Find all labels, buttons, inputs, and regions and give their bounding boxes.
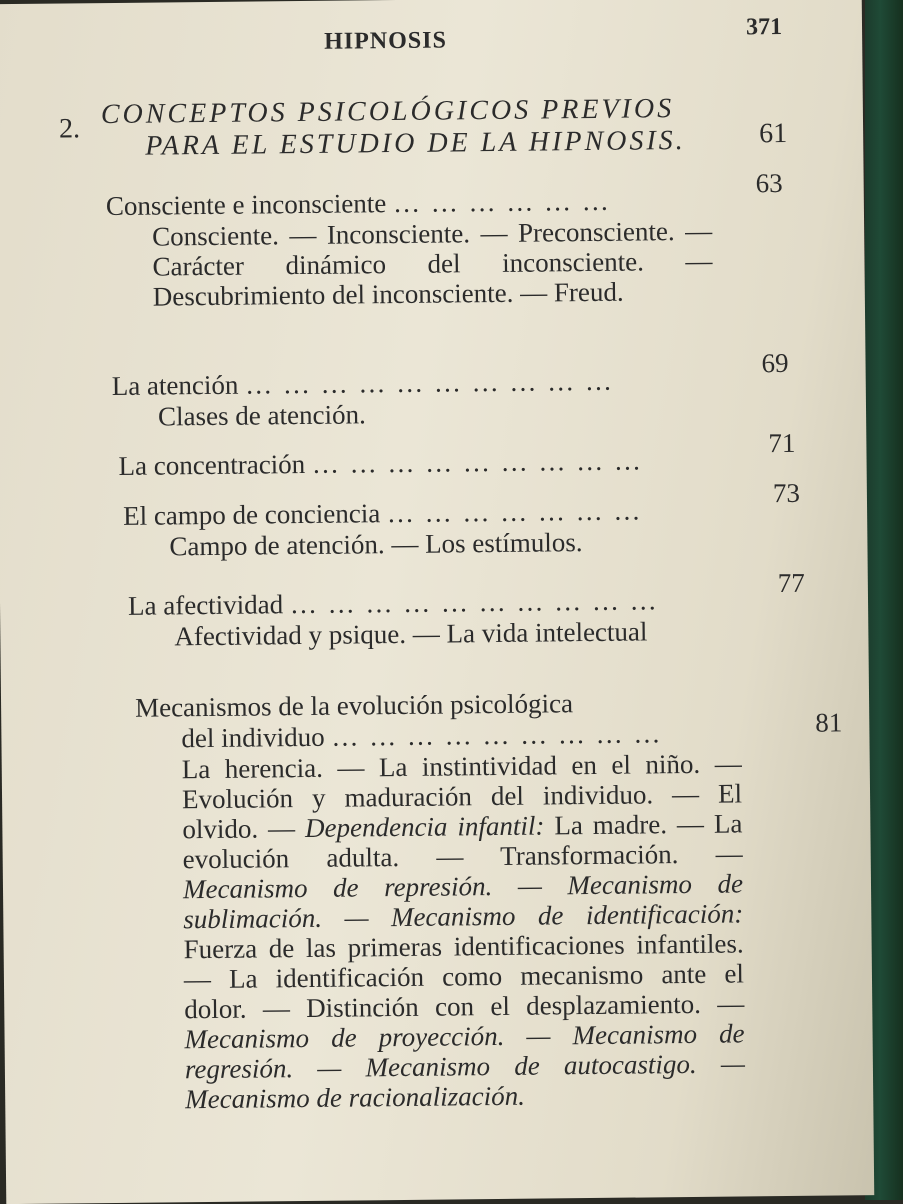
subtopic-italic: Mecanismo de proyección. — Mecanismo de regresión. — Mecanismo de autocastigo. — Mecanismo de racionalización. bbox=[184, 1018, 746, 1115]
chapter-page: 61 bbox=[758, 117, 788, 150]
toc-entry bbox=[122, 477, 864, 562]
entry-title: La concentración bbox=[118, 448, 306, 481]
chapter-heading bbox=[58, 92, 788, 162]
subtopic-text: La herencia. — La instintividad en el niño. — Evolución y maduración del individuo. — El olvido. — bbox=[181, 748, 743, 845]
entry-page: 77 bbox=[777, 567, 805, 599]
toc-entry bbox=[135, 685, 879, 1115]
subtopic-italic: Dependencia infantil: bbox=[304, 810, 545, 844]
subtopic-text: La madre. — La evolución adulta. — Transformación. — bbox=[182, 808, 743, 875]
leader-dots: … … … … … … … … … bbox=[331, 718, 663, 752]
leader-dots: … … … … … … … … … … bbox=[289, 585, 659, 620]
subtopic-text: Fuerza de las primeras identificaciones infantiles. — La identificación como mecanismo ante el dolor. — Distinción con el desplazamiento. — bbox=[183, 928, 745, 1025]
subtopic-italic: Mecanismo de represión. — Mecanismo de sublimación. — Mecanismo de identificación: bbox=[182, 868, 744, 935]
page-number: 371 bbox=[745, 13, 783, 41]
chapter-title-line-1: CONCEPTOS PSICOLÓGICOS PREVIOS bbox=[100, 93, 675, 131]
entry-title: Consciente e inconsciente bbox=[105, 188, 387, 222]
entry-page: 63 bbox=[755, 167, 783, 199]
leader-dots: … … … … … … … … … bbox=[311, 445, 644, 479]
entry-title: Mecanismos de la evolución psicológica bbox=[134, 688, 574, 723]
leader-dots: … … … … … … … bbox=[386, 495, 643, 529]
entry-page: 71 bbox=[768, 427, 796, 459]
entry-page: 73 bbox=[772, 477, 801, 509]
entry-title-continued: del individuo bbox=[181, 721, 325, 754]
entry-subtopics bbox=[182, 748, 746, 1114]
entry-subtopics: Clases de atención. bbox=[157, 399, 366, 432]
entry-subtopics: Afectividad y psique. — La vida intelectual bbox=[174, 616, 648, 652]
entry-page: 81 bbox=[815, 707, 843, 738]
chapter-number: 2. bbox=[58, 113, 81, 145]
entry-title: El campo de conciencia bbox=[122, 498, 381, 531]
toc-entry bbox=[111, 347, 853, 432]
leader-dots: … … … … … … … … … … bbox=[245, 365, 615, 400]
running-head: HIPNOSIS bbox=[324, 27, 447, 55]
toc-entry bbox=[118, 427, 858, 482]
entry-page: 69 bbox=[761, 347, 789, 379]
entry-subtopics: Campo de atención. — Los estímulos. bbox=[169, 527, 583, 562]
entry-title: La afectividad bbox=[127, 589, 284, 621]
leader-dots: … … … … … … bbox=[392, 185, 611, 219]
chapter-title-line-2: PARA EL ESTUDIO DE LA HIPNOSIS. bbox=[145, 124, 686, 162]
entry-title: La atención bbox=[111, 369, 239, 402]
entry-subtopics: Consciente. — Inconsciente. — Preconsciente. — Carácter dinámico del inconsciente. — Descubrimiento del inconsciente. — Freud. bbox=[152, 215, 713, 312]
toc-entry bbox=[127, 567, 869, 652]
toc-entry bbox=[105, 167, 847, 312]
